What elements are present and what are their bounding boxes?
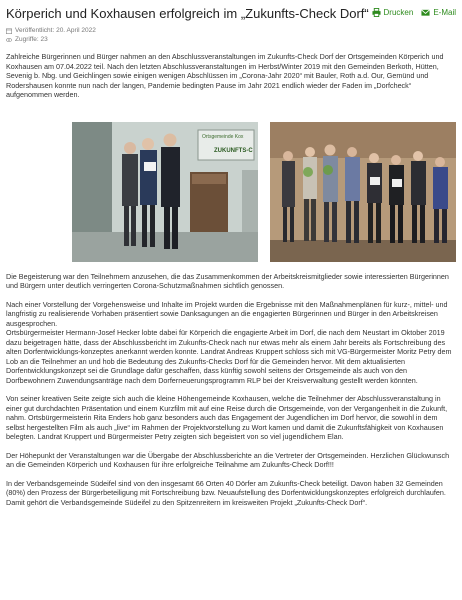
printer-icon [372,8,381,17]
article-images [72,122,456,262]
photo-koerperich-presentation [72,122,258,262]
hits-count: Zugriffe: 23 [15,36,48,43]
eye-icon [6,37,12,43]
email-button[interactable] [421,8,456,17]
paragraph-presentation: Nach einer Vorstellung der Vorgehensweise und Inhalte im Projekt wurden die Ergebnisse mit den Maßnahmenplänen für kurz-, mittel- und langfristig zu realisierende Vorhaben präsentiert sowie Danksagungen an die engagierten Bürgerinnen und Bürger in den Arbeitskreisen ausgesprochen. [6,299,448,328]
paragraph-intro: Zahlreiche Bürgerinnen und Bürger nahmen an den Abschlussveranstaltungen im Zukunfts-Check Dorf der Ortsgemeinden Körperich und Koxhausen am 07.04.2022 teil. Nach den letzten Abschlussveranstaltungen im Herbst/Winter 2019 mit den Gemeinden Berkoth, Hütten, Sevenig b. Nbg. und Geichlingen sowie einigen wenigen Abschlüssen im „Corona-Jahr 2020“ mit Bauler, Roth a.d. Our, Gemünd und Rodershausen konnte nun nach der langen, Pandemie bedingten Pause im Jahr 2021 endlich wieder der Faden im „Dorfcheck“ aufgenommen werden. [6,52,444,99]
paragraph-summary: In der Verbandsgemeinde Südeifel sind von den insgesamt 66 Orten 40 Dörfer am Zukunfts-Check beteiligt. Davon haben 32 Gemeinden (80%) den Prozess der Bürgerbeteiligung mit Fortschreibung bzw. Neuaufstellung des Dorfentwicklungskonzeptes erfolgreich durchlaufen. Damit gehört die Verbandsgemeinde Südeifel zu den Spitzenreitern im kreisweiten Projekt „Zukunfts-Check Dorf“. [6,478,446,507]
published-date: Veröffentlicht: 20. April 2022 [15,27,96,34]
envelope-icon [421,8,430,17]
article-actions [372,8,456,17]
paragraph-enthusiasm: Die Begeisterung war den Teilnehmern anzusehen, die das Zusammenkommen der Arbeitskreismitglieder sowie interessierten Bürgerinnen und Bürgern unter deutlich verringerten Corona-Schutzmaßnahmen sichtlich genossen. [6,271,449,290]
paragraph-koerperich: Ortsbürgermeister Hermann-Josef Hecker lobte dabei für Körperich die engagierte Arbeit im Dorf, die nach dem Neustart im Oktober 2019 dazu beigetragen hätte, dass der Abschlussbericht im Zukunfts-Check nach nur etwas mehr als einem Jahr bereits als Fortschreibung des alten Dorfentwicklungs-konzeptes anerkannt werden konnte. Landrat Andreas Kruppert schloss sich mit VG-Bürgermeister Moritz Petry dem Lob an die Teilnehmer an und hob die Bedeutung des Zukunfts-Checks Dorf für die Gemeinden hervor. Mit dem aktualisierten Dorfentwicklungskonzept sei die Grundlage dafür geschaffen, dass künftig sowohl seitens der Ortsgemeinde als auch von den Dorfbewohnern Zuwendungsanträge nach dem Dorferneuerungsprogramm RLP bei der Kreisverwaltung gestellt werden könnten. [6,328,452,385]
photo-koxhausen-group [270,122,456,262]
calendar-icon [6,28,12,34]
published-row [6,26,456,35]
article-meta [6,26,456,44]
banner-line-1: Ortsgemeinde Kox [202,133,244,140]
paragraph-koxhausen: Von seiner kreativen Seite zeigte sich auch die kleine Höhengemeinde Koxhausen, welche die Teilnehmer der Abschlussveranstaltung in einer gut durchdachten Präsentation und einem Kurzfilm mit auf eine Reise durch die Ortsgemeinde, von der Vergangenheit in die Zukunft, nahm. Ortsbürgermeisterin Rita Enders hob ganz besonders auch das Engagement der Jugendlichen im Dorf hervor, die sowohl in dem selbst hergestellten Film als auch „live“ im Rahmen der Projektvorstellung zu Wort kamen und damit die Zukunftsfähigkeit von Koxhausen belegten. Landrat Kruppert und Bürgermeister Petry zeigten sich begeistert von so viel jugendlichem Elan. [6,394,448,441]
article-header [6,6,456,22]
article-title: Körperich und Koxhausen erfolgreich im „Zukunfts-Check Dorf“ [6,6,369,21]
photo-koxhausen-scene [270,122,456,262]
email-label: E-Mail [433,8,456,17]
print-label: Drucken [383,8,414,17]
photo-koerperich-scene [72,122,258,262]
print-button[interactable] [372,8,414,17]
hits-row [6,35,456,44]
paragraph-highlight: Der Höhepunkt der Veranstaltungen war die Übergabe der Abschlussberichte an die Vertreter der Ortsgemeinden. Herzlichen Glückwunsch an die Gemeinden Körperich und Koxhausen für ihre erfolgreiche Teilnahme am Zukunfts-Check Dorf!!! [6,450,450,469]
banner-line-2: ZUKUNFTS-C [214,147,253,154]
